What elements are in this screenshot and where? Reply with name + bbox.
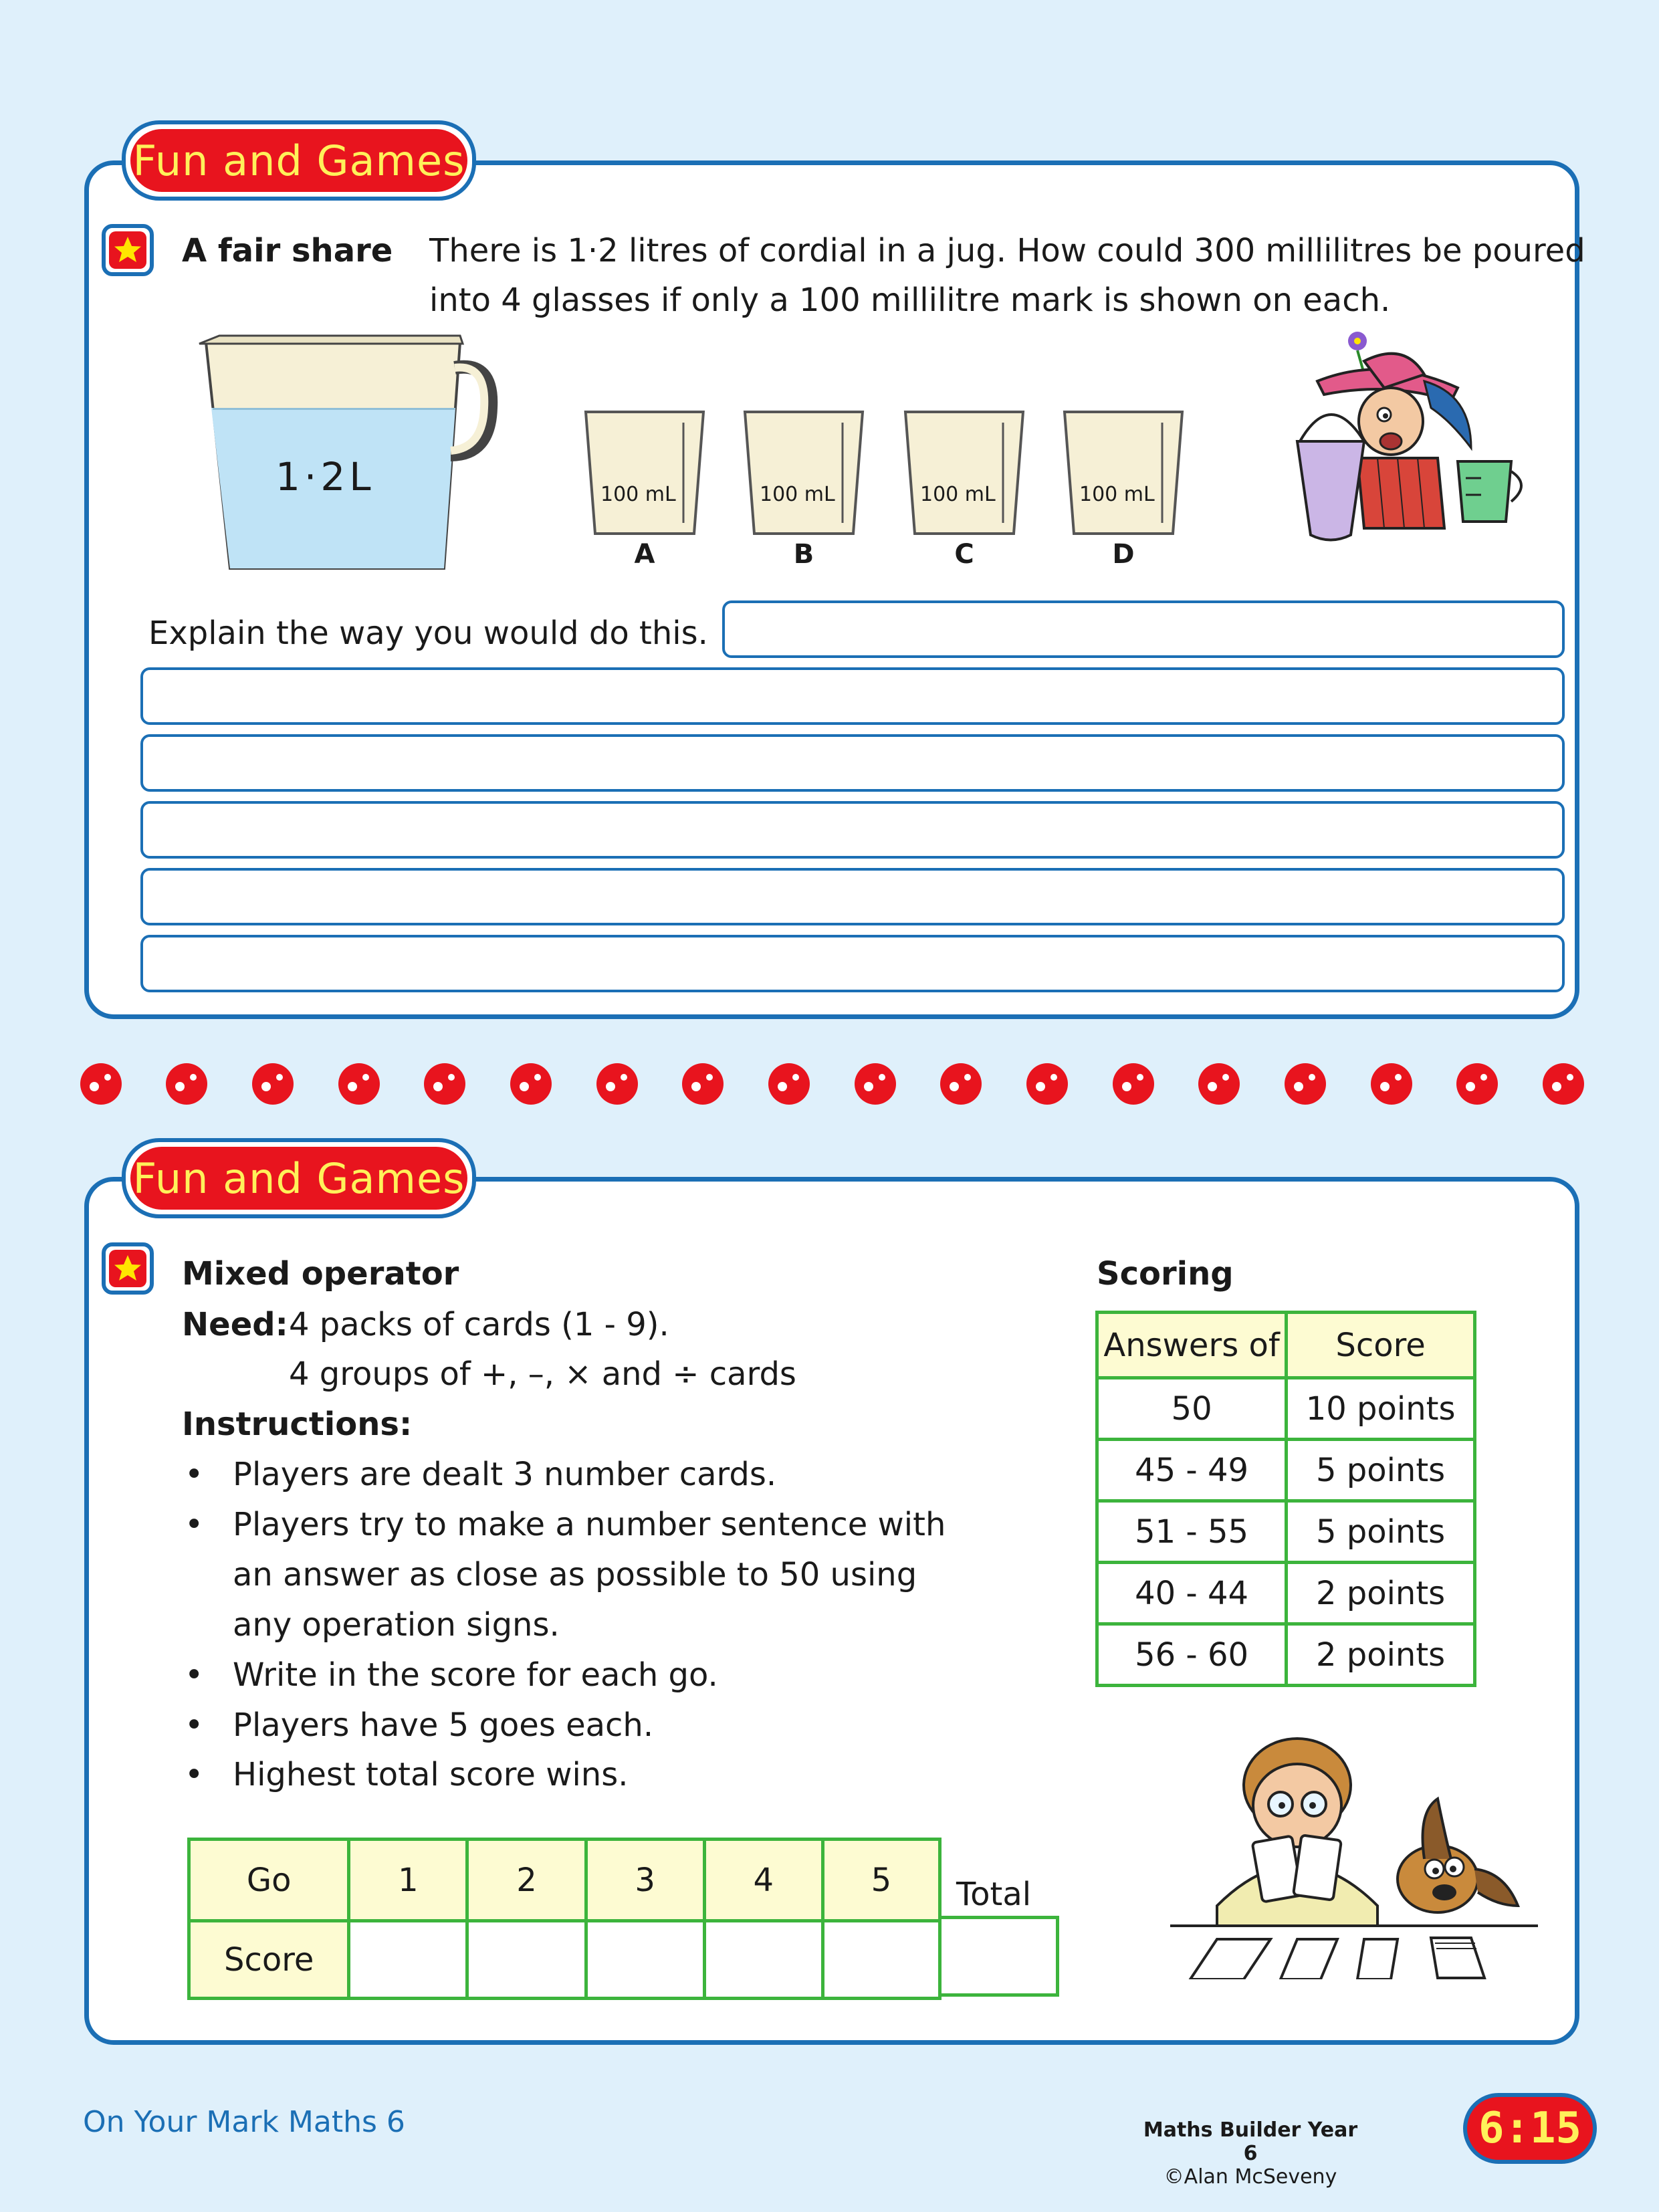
star-icon (112, 234, 144, 266)
score-entry-cell[interactable] (586, 1921, 704, 1999)
instruction-6: Players have 5 goes each. (233, 1706, 654, 1744)
decorative-dot (1543, 1063, 1584, 1105)
decorative-dot (768, 1063, 810, 1105)
answer-line-4[interactable] (140, 801, 1565, 859)
glass-b-icon (742, 409, 865, 536)
instruction-4: any operation signs. (233, 1606, 560, 1644)
explain-prompt: Explain the way you would do this. (148, 615, 708, 652)
score-row (189, 1921, 940, 1999)
glass-c-letter: C (954, 539, 974, 570)
answer-line-1[interactable] (722, 600, 1565, 658)
table-row (1097, 1440, 1475, 1501)
decorative-dot (1371, 1063, 1412, 1105)
copyright: ©Alan McSeveny (1164, 2165, 1337, 2189)
scoring-answer: 50 (1097, 1378, 1287, 1440)
need-line-1: 4 packs of cards (1 - 9). (289, 1306, 669, 1343)
decorative-dot (682, 1063, 724, 1105)
bullet: • (185, 1456, 204, 1493)
instruction-1: Players are dealt 3 number cards. (233, 1456, 777, 1493)
table-row (1097, 1378, 1475, 1440)
activity-title-2: Mixed operator (182, 1255, 459, 1293)
star-icon-badge-2 (102, 1242, 154, 1295)
decorative-dot (252, 1063, 294, 1105)
section-title-2: Fun and Games (130, 1147, 467, 1210)
answer-line-5[interactable] (140, 868, 1565, 925)
page-number: 6:15 (1463, 2093, 1597, 2164)
glass-a-icon (583, 409, 706, 536)
scoring-points: 2 points (1287, 1624, 1475, 1686)
scoring-answer: 45 - 49 (1097, 1440, 1287, 1501)
bullet: • (185, 1506, 204, 1543)
question-line-2: into 4 glasses if only a 100 millilitre mark is shown on each. (429, 282, 1391, 319)
go-number-cell: 5 (822, 1840, 939, 1921)
instruction-5: Write in the score for each go. (233, 1656, 718, 1694)
glass-d-mark: 100 mL (1079, 483, 1155, 506)
bullet: • (185, 1706, 204, 1744)
decorative-dot (1026, 1063, 1068, 1105)
decorative-dot (166, 1063, 207, 1105)
question-line-1: There is 1·2 litres of cordial in a jug. How could 300 millilitres be poured (429, 232, 1585, 269)
decorative-dot (80, 1063, 122, 1105)
scoring-table (1095, 1311, 1476, 1687)
instruction-3: an answer as close as possible to 50 using (233, 1556, 917, 1593)
glass-b-letter: B (793, 539, 814, 570)
scoring-header-score: Score (1287, 1313, 1475, 1378)
score-entry-cell[interactable] (822, 1921, 939, 1999)
bullet: • (185, 1756, 204, 1793)
section-title: Fun and Games (130, 129, 467, 192)
decorative-dot (855, 1063, 896, 1105)
section-title-badge (122, 120, 476, 201)
table-row (1097, 1501, 1475, 1563)
decorative-dot (1285, 1063, 1326, 1105)
total-entry-cell[interactable] (939, 1916, 1059, 1997)
score-entry-cell[interactable] (704, 1921, 822, 1999)
instruction-2: Players try to make a number sentence with (233, 1506, 946, 1543)
scoring-header-answers: Answers of (1097, 1313, 1287, 1378)
jug-label: 1·2L (275, 454, 375, 500)
glass-a-mark: 100 mL (600, 483, 676, 506)
go-row (189, 1840, 940, 1921)
section-title-badge-2 (122, 1138, 476, 1218)
go-number-cell: 4 (704, 1840, 822, 1921)
glass-b-mark: 100 mL (760, 483, 835, 506)
score-entry-cell[interactable] (467, 1921, 586, 1999)
score-entry-cell[interactable] (349, 1921, 467, 1999)
decorative-dot (338, 1063, 380, 1105)
glass-d-letter: D (1112, 539, 1135, 570)
scoring-header-row (1097, 1313, 1475, 1378)
scoring-points: 5 points (1287, 1440, 1475, 1501)
instruction-7: Highest total score wins. (233, 1756, 629, 1793)
go-number-cell: 1 (349, 1840, 467, 1921)
decorative-dot (1456, 1063, 1498, 1105)
table-row (1097, 1563, 1475, 1624)
scoring-answer: 51 - 55 (1097, 1501, 1287, 1563)
need-line-2: 4 groups of +, –, × and ÷ cards (289, 1355, 796, 1393)
decorative-dot (510, 1063, 552, 1105)
book-credit (1137, 2118, 1364, 2189)
score-record-table (187, 1838, 942, 2000)
glass-c-mark: 100 mL (920, 483, 996, 506)
total-label: Total (956, 1876, 1032, 1913)
answer-line-2[interactable] (140, 667, 1565, 725)
glass-d-icon (1062, 409, 1185, 536)
card-player-illustration (1170, 1725, 1538, 1979)
go-label-cell: Go (189, 1840, 349, 1921)
go-number-cell: 3 (586, 1840, 704, 1921)
book-title: Maths Builder Year 6 (1143, 2118, 1358, 2165)
glass-a-letter: A (634, 539, 655, 570)
decorative-dot (1113, 1063, 1154, 1105)
bullet: • (185, 1656, 204, 1694)
decorative-dot (1198, 1063, 1240, 1105)
scoring-answer: 40 - 44 (1097, 1563, 1287, 1624)
star-icon (112, 1252, 144, 1285)
scoring-points: 10 points (1287, 1378, 1475, 1440)
need-label: Need: (182, 1306, 288, 1343)
score-label-cell: Score (189, 1921, 349, 1999)
activity-title: A fair share (182, 232, 393, 269)
go-number-cell: 2 (467, 1840, 586, 1921)
star-icon-badge (102, 224, 154, 276)
answer-line-3[interactable] (140, 734, 1565, 792)
decorative-dot (424, 1063, 465, 1105)
scoring-points: 5 points (1287, 1501, 1475, 1563)
series-title: On Your Mark Maths 6 (83, 2105, 405, 2139)
decorative-dot (940, 1063, 982, 1105)
girl-with-bucket-illustration (1291, 314, 1558, 555)
table-row (1097, 1624, 1475, 1686)
answer-line-6[interactable] (140, 935, 1565, 992)
glass-c-icon (903, 409, 1026, 536)
scoring-points: 2 points (1287, 1563, 1475, 1624)
scoring-answer: 56 - 60 (1097, 1624, 1287, 1686)
scoring-title: Scoring (1097, 1255, 1234, 1293)
instructions-label: Instructions: (182, 1406, 413, 1443)
decorative-dot (596, 1063, 638, 1105)
